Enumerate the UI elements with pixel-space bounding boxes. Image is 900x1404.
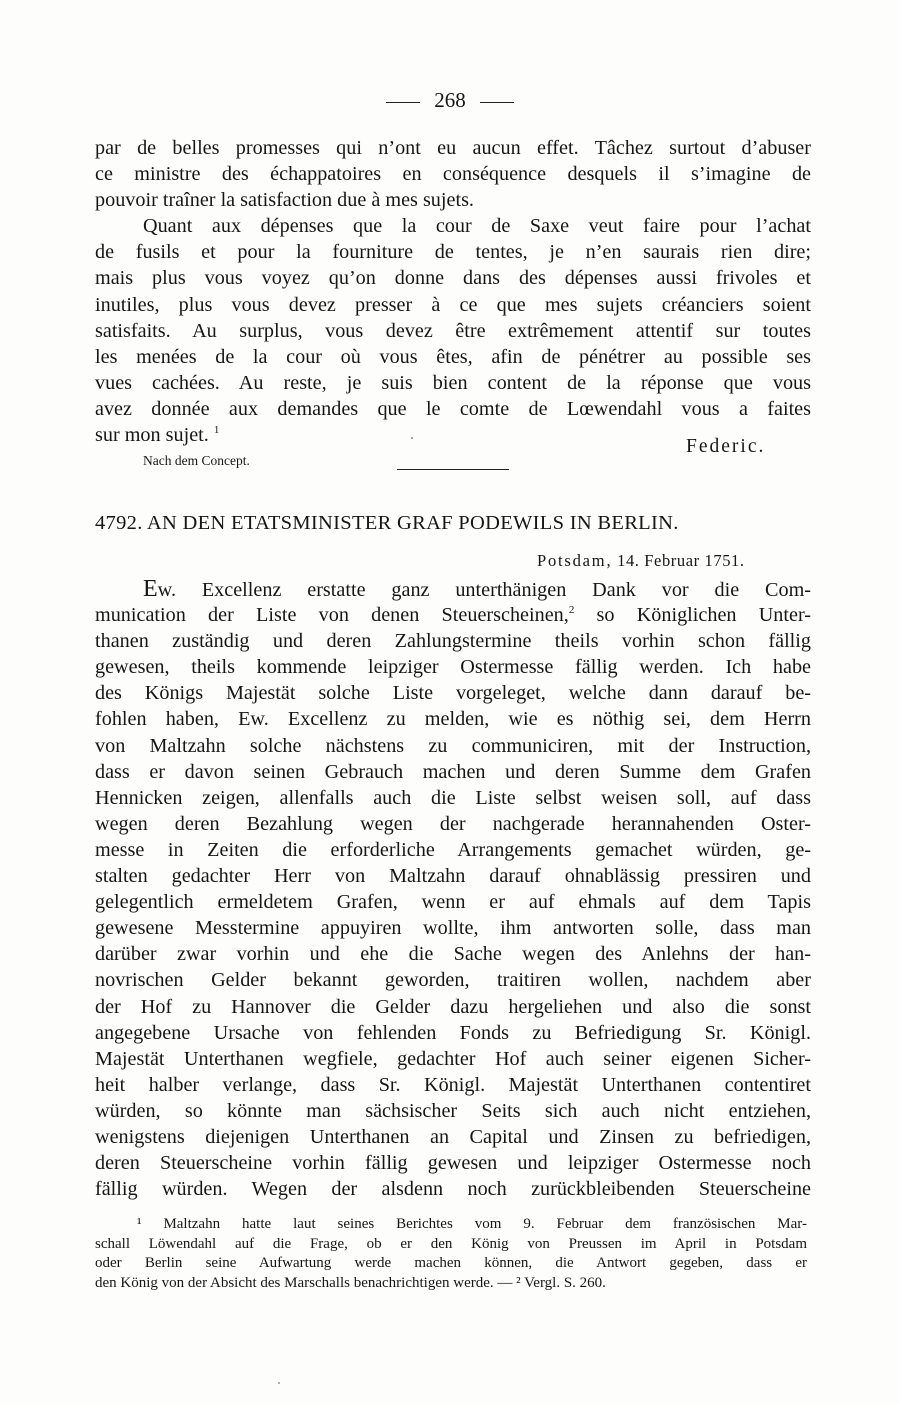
second-line-post: so Königlichen Unter- <box>574 604 812 627</box>
footnote-mark-2: 2 <box>568 604 575 617</box>
footnotes <box>95 1215 807 1293</box>
text-line: heit halber verlange, dass Sr. Königl. Majestät Unterthanen contentiret <box>95 1073 811 1096</box>
text-line: Quant aux dépenses que la cour de Saxe veut faire pour l’achat <box>143 215 811 238</box>
second-line-pre: munication der Liste von denen Steuerscheinen, <box>95 604 569 627</box>
text-line: des Königs Majestät solche Liste vorgeleget, welche dann darauf be- <box>95 682 811 705</box>
dateline-date: 14. Februar 1751. <box>617 551 745 570</box>
text-line: de fusils et pour la fourniture de tentes, je n’en saurais rien dire; <box>95 241 811 264</box>
text-line: gewesen, theils kommende leipziger Ostermesse fällig werden. Ich habe <box>95 656 811 679</box>
footnote-line: oder Berlin seine Aufwartung werde machen können, die Antwort gegeben, dass er <box>95 1255 807 1271</box>
paper-speck <box>278 1382 280 1384</box>
separator-rule <box>397 469 509 470</box>
text-line: der Hof zu Hannover die Gelder dazu hergeliehen und also die sonst <box>95 995 811 1018</box>
text-line: angegebene Ursache von fehlenden Fonds zu Befriedigung Sr. Königl. <box>95 1021 811 1044</box>
text-line: mais plus vous voyez qu’on donne dans des dépenses aussi frivoles et <box>95 267 811 290</box>
dateline-place: Potsdam, <box>537 551 613 570</box>
signature: Federic. <box>686 436 766 457</box>
text-line: par de belles promesses qui n’ont eu aucun effet. Tâchez surtout d’abuser <box>95 137 811 159</box>
text-line: vues cachées. Au reste, je suis bien content de la réponse que vous <box>95 371 811 394</box>
closing-text: sur mon sujet. <box>95 424 209 447</box>
text-line: messe in Zeiten die erforderliche Arrangements gemachet würden, ge- <box>95 838 811 861</box>
page-number-dash-right <box>480 102 514 103</box>
text-line: gewesene Messtermine appuyiren wollte, ihm antworten solle, dass man <box>95 917 811 940</box>
footnote-line: schall Löwendahl auf die Frage, ob er den König von Preussen im April in Potsdam <box>95 1235 807 1252</box>
text-line <box>95 602 811 628</box>
text-line: avez donnée aux demandes que le comte de Lœwendahl vous a faites <box>95 397 811 420</box>
page-number-dash-left <box>386 102 420 103</box>
page-number <box>0 88 900 113</box>
dateline <box>537 551 745 571</box>
text-line: fällig würden. Wegen der alsdenn noch zurückbleibenden Steuerscheine <box>95 1178 811 1201</box>
text-line: darüber zwar vorhin und ehe die Sache wegen des Anlehns der han- <box>95 943 811 966</box>
text-line: novrischen Gelder bekannt geworden, traitiren wollen, nachdem aber <box>95 969 811 992</box>
text-line: thanen zuständig und deren Zahlungstermine theils vorhin schon fällig <box>95 630 811 653</box>
letter-heading: 4792. AN DEN ETATSMINISTER GRAF PODEWILS IN BERLIN. <box>95 512 679 534</box>
text-line: würden, so könnte man sächsischer Seits sich auch nicht entziehen, <box>95 1099 811 1122</box>
text-line: stalten gedachter Herr von Maltzahn darauf ohnablässig pressiren und <box>95 865 811 888</box>
drop-cap: E <box>143 576 158 602</box>
source-note: Nach dem Concept. <box>143 453 250 468</box>
text-line: dass er davon seinen Gebrauch machen und deren Summe dem Grafen <box>95 760 811 783</box>
text-line: pouvoir traîner la satisfaction due à mes sujets. <box>95 189 474 212</box>
text-line: wegen deren Bezahlung wegen der nachgerade herannahenden Oster- <box>95 812 811 835</box>
page-number-text: 268 <box>434 88 466 112</box>
footnote-line: ¹ Maltzahn hatte laut seines Berichtes vom 9. Februar dem französischen Mar- <box>137 1216 807 1232</box>
text-line: satisfaits. Au surplus, vous devez être extrêmement attentif sur toutes <box>95 319 811 342</box>
text-line: von Maltzahn solche nächstens zu communiciren, mit der Instruction, <box>95 734 811 757</box>
text-line: deren Steuerscheine vorhin fällig gewesen und leipziger Ostermesse noch <box>95 1152 811 1175</box>
letter-1-body <box>95 135 811 448</box>
letter-2-body <box>95 576 811 1202</box>
text-line: wenigstens diejenigen Unterthanen an Capital und Zinsen zu befriedigen, <box>95 1125 811 1148</box>
footnote-line: den König von der Absicht des Marschalls benachrichtigen werde. — ² Vergl. S. 260. <box>95 1274 606 1291</box>
text-line <box>95 576 811 602</box>
text-line: les menées de la cour où vous êtes, afin de pénétrer au possible ses <box>95 345 811 368</box>
text-line: gelegentlich ermeldetem Grafen, wenn er auf ehmals auf dem Tapis <box>95 891 811 914</box>
text-line: ce ministre des échappatoires en conséquence desquels il s’imagine de <box>95 163 811 186</box>
text-line: Hennicken zeigen, allenfalls auch die Liste selbst weisen soll, auf dass <box>95 786 811 809</box>
text-line: Majestät Unterthanen wegfiele, gedachter Hof auch seiner eigenen Sicher- <box>95 1047 811 1070</box>
footnote-mark-1: 1 <box>213 424 220 437</box>
text-line: inutiles, plus vous devez presser à ce que mes sujets créanciers soient <box>95 293 811 316</box>
text-line: fohlen haben, Ew. Excellenz zu melden, wie es nöthig sei, dem Herrn <box>95 708 811 731</box>
first-line-rest: w. Excellenz erstatte ganz unterthänigen Dank vor die Com- <box>157 579 811 601</box>
stray-mark <box>411 437 413 439</box>
